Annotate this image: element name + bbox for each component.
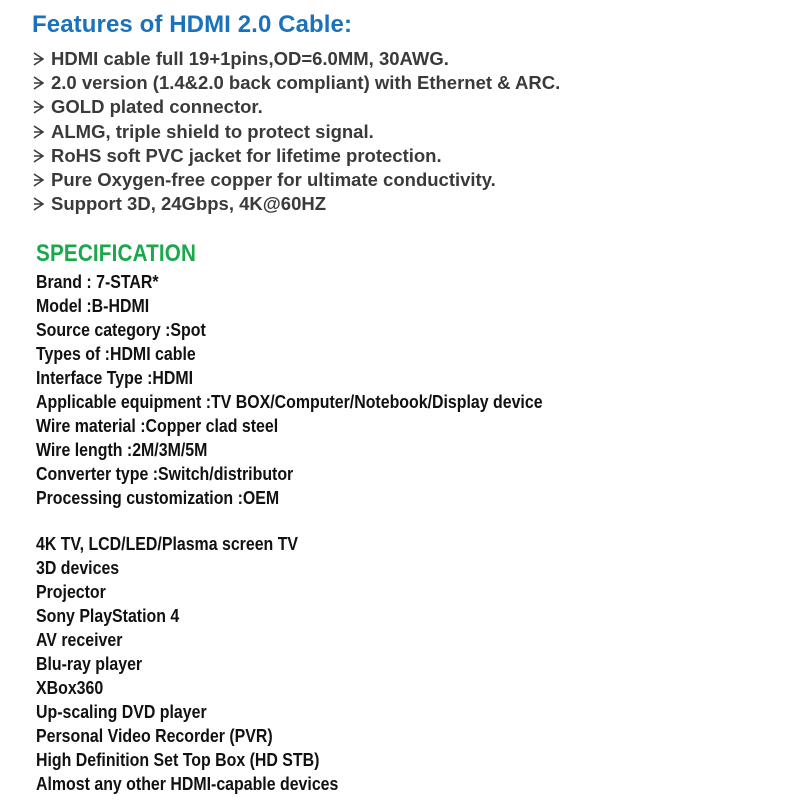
spec-item-source-category: Source category :Spot bbox=[36, 319, 206, 340]
feature-item bbox=[33, 47, 560, 71]
spec-item-processing-customization: Processing customization :OEM bbox=[36, 487, 280, 508]
feature-item bbox=[33, 168, 560, 192]
feature-item bbox=[33, 144, 560, 168]
arrow-bullet-icon bbox=[33, 197, 44, 211]
device-item: 3D devices bbox=[36, 557, 120, 578]
device-item: High Definition Set Top Box (HD STB) bbox=[36, 749, 320, 770]
feature-item bbox=[33, 120, 560, 144]
feature-item-text: HDMI cable full 19+1pins,OD=6.0MM, 30AWG. bbox=[51, 48, 449, 70]
feature-item-text: ALMG, triple shield to protect signal. bbox=[51, 120, 374, 142]
feature-item-text: GOLD plated connector. bbox=[51, 96, 263, 118]
device-item: AV receiver bbox=[36, 629, 123, 650]
feature-item-text: RoHS soft PVC jacket for lifetime protection. bbox=[51, 144, 442, 166]
device-item: Almost any other HDMI-capable devices bbox=[36, 773, 339, 794]
spec-item-converter-type: Converter type :Switch/distributor bbox=[36, 463, 294, 484]
arrow-bullet-icon bbox=[33, 52, 44, 66]
arrow-bullet-icon bbox=[33, 125, 44, 139]
feature-item bbox=[33, 192, 560, 216]
feature-item bbox=[33, 95, 560, 119]
specification-title: SPECIFICATION bbox=[36, 240, 197, 267]
arrow-bullet-icon bbox=[33, 173, 44, 187]
device-item: Projector bbox=[36, 581, 106, 602]
spec-item-model: Model :B-HDMI bbox=[36, 295, 150, 316]
spec-item-applicable-equipment: Applicable equipment :TV BOX/Computer/Notebook/Display device bbox=[36, 391, 543, 412]
device-item: Blu-ray player bbox=[36, 653, 143, 674]
spec-item-brand: Brand : 7-STAR* bbox=[36, 271, 159, 292]
spec-item-interface-type: Interface Type :HDMI bbox=[36, 367, 194, 388]
device-item: Sony PlayStation 4 bbox=[36, 605, 180, 626]
spec-item-wire-material: Wire material :Copper clad steel bbox=[36, 415, 279, 436]
feature-item-text: Support 3D, 24Gbps, 4K@60HZ bbox=[51, 193, 327, 215]
arrow-bullet-icon bbox=[33, 76, 44, 90]
arrow-bullet-icon bbox=[33, 100, 44, 114]
spec-item-type: Types of :HDMI cable bbox=[36, 343, 196, 364]
specification-list bbox=[36, 270, 625, 510]
feature-item-text: 2.0 version (1.4&2.0 back compliant) with Ethernet & ARC. bbox=[51, 72, 561, 94]
device-item: Personal Video Recorder (PVR) bbox=[36, 725, 273, 746]
features-title: Features of HDMI 2.0 Cable: bbox=[32, 11, 353, 38]
arrow-bullet-icon bbox=[33, 149, 44, 163]
spec-item-wire-length: Wire length :2M/3M/5M bbox=[36, 439, 208, 460]
device-item: Up-scaling DVD player bbox=[36, 701, 207, 722]
feature-item bbox=[33, 71, 560, 95]
compatible-devices-list bbox=[36, 532, 388, 796]
feature-item-text: Pure Oxygen-free copper for ultimate conductivity. bbox=[51, 169, 496, 191]
device-item: XBox360 bbox=[36, 677, 104, 698]
features-list bbox=[33, 47, 560, 216]
device-item: 4K TV, LCD/LED/Plasma screen TV bbox=[36, 533, 299, 554]
